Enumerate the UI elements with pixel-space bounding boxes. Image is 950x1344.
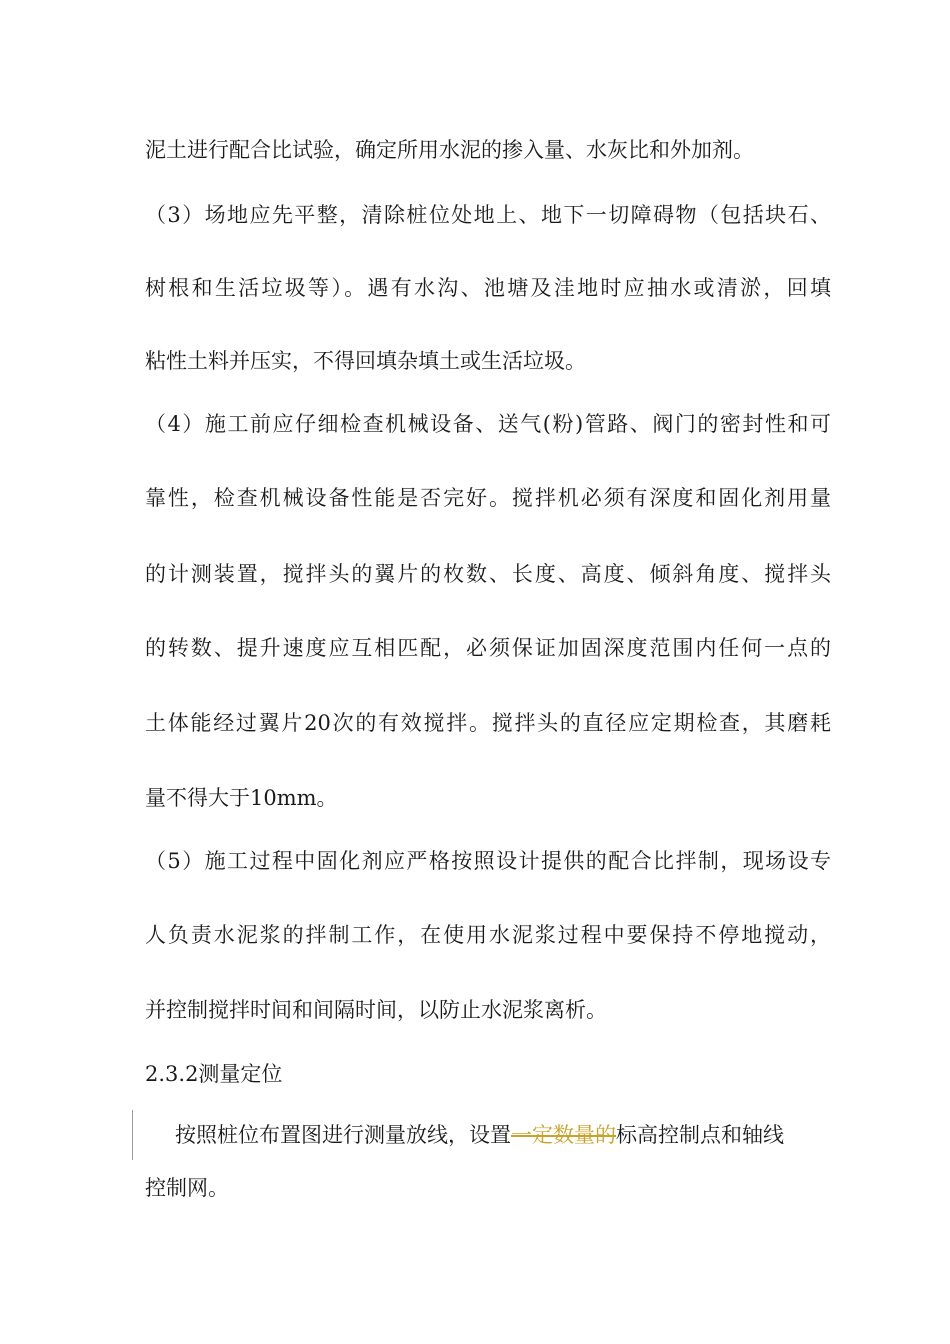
text-line: 靠性，检查机械设备性能是否完好。搅拌机必须有深度和固化剂用量 (145, 486, 831, 510)
change-bar (132, 1110, 133, 1160)
text-line: 并控制搅拌时间和间隔时间，以防止水泥浆离析。 (145, 998, 607, 1022)
text-line: 土体能经过翼片20次的有效搅拌。搅拌头的直径应定期检查，其磨耗 (145, 711, 831, 735)
text-line: 泥土进行配合比试验，确定所用水泥的掺入量、水灰比和外加剂。 (145, 138, 754, 162)
text-line: 粘性土料并压实，不得回填杂填土或生活垃圾。 (145, 349, 586, 373)
section-heading: 2.3.2测量定位 (145, 1062, 283, 1086)
text-line: 树根和生活垃圾等）。遇有水沟、池塘及洼地时应抽水或清淤，回填 (145, 276, 831, 300)
deleted-text: 一定数量的 (511, 1123, 616, 1147)
text-line: （4）施工前应仔细检查机械设备、送气(粉)管路、阀门的密封性和可 (145, 412, 831, 436)
text-line: （3）场地应先平整，清除桩位处地上、地下一切障碍物（包括块石、 (145, 203, 831, 227)
text-line: 量不得大于10mm。 (145, 786, 338, 810)
text-line: 的计测装置，搅拌头的翼片的枚数、长度、高度、倾斜角度、搅拌头 (145, 562, 831, 586)
text-line: （5）施工过程中固化剂应严格按照设计提供的配合比拌制，现场设专 (145, 849, 831, 873)
tracked-change-line (175, 1121, 784, 1149)
text-line: 人负责水泥浆的拌制工作，在使用水泥浆过程中要保持不停地搅动， (145, 923, 831, 947)
text-run: 按照桩位布置图进行测量放线，设置 (175, 1123, 511, 1147)
text-line: 的转数、提升速度应互相匹配，必须保证加固深度范围内任何一点的 (145, 636, 831, 660)
text-line: 控制网。 (145, 1176, 229, 1200)
text-run: 标高控制点和轴线 (616, 1123, 784, 1147)
